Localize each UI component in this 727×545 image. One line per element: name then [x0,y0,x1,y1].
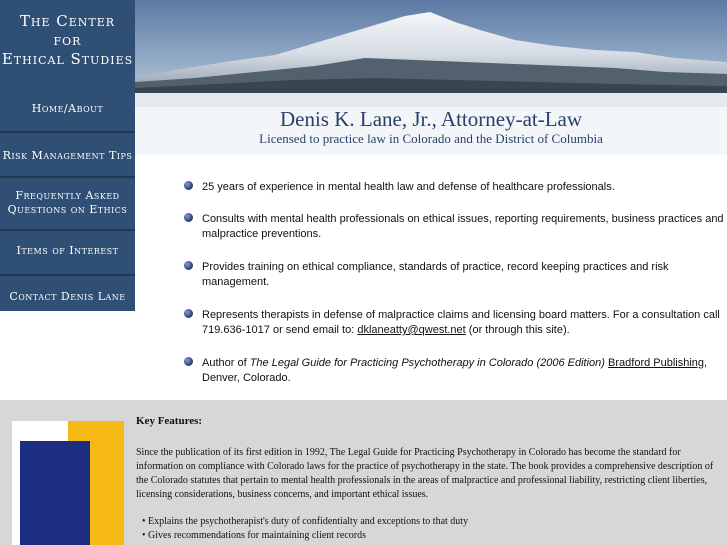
bullet-icon [184,357,193,366]
publisher-link[interactable]: Bradford Publishing [608,357,705,369]
book-cover-image[interactable] [12,421,124,545]
nav-contact-denis-lane[interactable]: Contact Denis Lane [9,290,126,303]
feature-item: • Explains the psychotherapist's duty of confidentialty and exceptions to that duty [142,516,469,527]
nav-faq-line-1: Frequently Asked [15,189,120,202]
book-cover [20,441,90,545]
nav-divider [0,131,135,133]
logo-line-1: The Center [19,12,116,30]
bullet-text [202,356,727,386]
bullet-icon [184,261,193,270]
logo-line-3: Ethical Studies [1,50,134,68]
consultation-text-end: (or through this site). [465,324,570,336]
bullet-text [202,308,727,338]
bullet-text: Consults with mental health professionals on ethical issues, reporting requirements, business practices and malpractice preventions. [202,213,724,240]
bullet-icon [184,309,193,318]
nav-divider [0,229,135,231]
page-subtitle: Licensed to practice law in Colorado and the District of Columbia [259,131,603,146]
features-heading: Key Features: [136,415,203,427]
nav-faq-ethics[interactable] [0,189,135,217]
consultation-text: Represents therapists in defense of malpractice claims and licensing board matters. For a consultation call 719.636-1017 or send email to: [202,309,720,336]
author-text-end: , Denver, Colorado. [202,357,708,384]
nav-divider [0,176,135,178]
nav-risk-management-tips[interactable]: Risk Management Tips [2,149,133,162]
features-paragraph: Since the publication of its first edition in 1992, The Legal Guide for Practicing Psychotherapy in Colorado has become the standard for information on compliance with Colorado laws for the practice of psychotherapy in the state. The book provides a comprehensive description of the Colorado statutes that pertain to mental health professionals in the areas of malpractice and professional liability, restricting client liberties, licensing considerations, business concerns, and important ethical issues. [136,447,714,500]
email-link[interactable]: dklaneatty@qwest.net [357,324,466,336]
feature-item: • Gives recommendations for maintaining client records [142,530,366,541]
features-list [142,515,468,543]
book-title: The Legal Guide for Practicing Psychotherapy in Colorado (2006 Edition) [249,357,605,369]
mountain-banner-image [135,0,727,93]
nav-divider [0,274,135,276]
site-logo[interactable] [0,0,135,93]
nav-home-about[interactable]: Home/About [31,102,104,115]
page-title: Denis K. Lane, Jr., Attorney-at-Law [279,107,583,131]
bullet-text: 25 years of experience in mental health law and defense of healthcare professionals. [202,181,615,193]
bullet-icon [184,181,193,190]
logo-line-2: for [53,31,82,49]
bullet-text: Provides training on ethical compliance, standards of practice, record keeping practices and risk management. [202,261,669,288]
author-text: Author of [202,357,250,369]
nav-faq-line-2: Questions on Ethics [7,203,128,216]
nav-items-of-interest[interactable]: Items of Interest [16,244,119,257]
bullet-icon [184,213,193,222]
